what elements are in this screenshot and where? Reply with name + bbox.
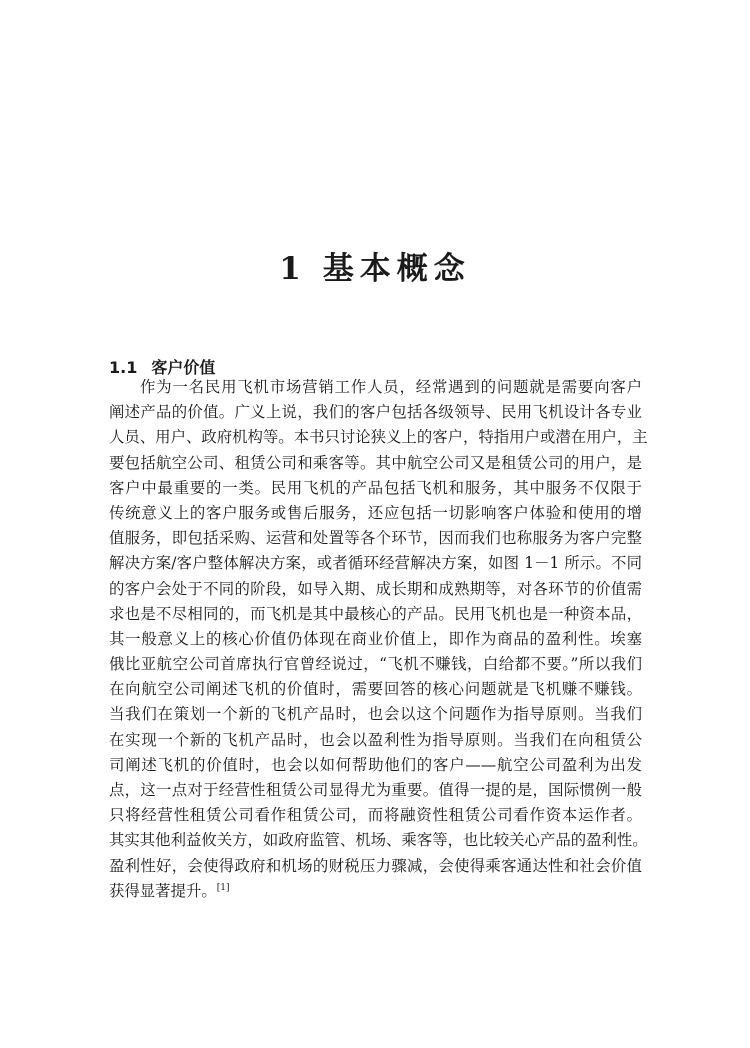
- chapter-title-text: 基本概念: [322, 250, 471, 287]
- paragraph-line: 当我们在策划一个新的飞机产品时，也会以这个问题作为指导原则。当我们: [109, 705, 642, 724]
- paragraph-line: 其实其他利益攸关方，如政府监管、机场、乘客等，也比较关心产品的盈利性。: [109, 831, 648, 850]
- paragraph-last-line: [109, 879, 642, 904]
- paragraph-line-text: 获得显著提升。: [109, 881, 217, 900]
- section-number: 1.1: [109, 358, 138, 378]
- paragraph-line: 客户中最重要的一类。民用飞机的产品包括飞机和服务，其中服务不仅限于: [109, 478, 642, 497]
- paragraph-line: 俄比亚航空公司首席执行官曾经说过，“飞机不赚钱，白给都不要。”所以我们: [109, 655, 642, 674]
- paragraph-line: 传统意义上的客户服务或售后服务，还应包括一切影响客户体验和使用的增: [109, 503, 642, 522]
- paragraph-line: 求也是不尽相同的，而飞机是其中最核心的产品。民用飞机也是一种资本品，: [109, 604, 642, 623]
- paragraph-line: 的客户会处于不同的阶段，如导入期、成长期和成熟期等，对各环节的价值需: [109, 579, 642, 598]
- paragraph-line: 要包括航空公司、租赁公司和乘客等。其中航空公司又是租赁公司的用户，是: [109, 453, 642, 472]
- section-title: 客户价值: [151, 358, 216, 378]
- paragraph-line: 在向航空公司阐述飞机的价值时，需要回答的核心问题就是飞机赚不赚钱。: [109, 680, 642, 699]
- paragraph-line: 阐述产品的价值。广义上说，我们的客户包括各级领导、民用飞机设计各专业: [109, 403, 642, 422]
- paragraph-line: 解决方案/客户整体解决方案，或者循环经营解决方案，如图 1－1 所示。不同: [109, 554, 642, 573]
- body-paragraph: [109, 375, 648, 904]
- paragraph-line: 盈利性好，会使得政府和机场的财税压力骤减，会使得乘客通达性和社会价值: [109, 856, 642, 875]
- chapter-number: 1: [279, 250, 301, 287]
- paragraph-line: 司阐述飞机的价值时，也会以如何帮助他们的客户——航空公司盈利为出发: [109, 755, 642, 774]
- paragraph-line: 作为一名民用飞机市场营销工作人员，经常遇到的问题就是需要向客户: [140, 378, 642, 396]
- paragraph-line: 其一般意义上的核心价值仍体现在商业价值上，即作为商品的盈利性。埃塞: [109, 629, 642, 648]
- paragraph-line: 点，这一点对于经营性租赁公司显得尤为重要。值得一提的是，国际惯例一般: [109, 781, 642, 799]
- paragraph-line: 只将经营性租赁公司看作租赁公司，而将融资性租赁公司看作资本运作者。: [109, 806, 642, 825]
- citation-reference[interactable]: [1]: [216, 882, 230, 893]
- chapter-title: [0, 247, 750, 291]
- paragraph-line: 在实现一个新的飞机产品时，也会以盈利性为指导原则。当我们在向租赁公: [109, 730, 642, 749]
- paragraph-line: 值服务，即包括采购、运营和处置等各个环节，因而我们也称服务为客户完整: [109, 529, 642, 548]
- paragraph-line: 人员、用户、政府机构等。本书只讨论狭义上的客户，特指用户或潜在用户，主: [109, 428, 648, 447]
